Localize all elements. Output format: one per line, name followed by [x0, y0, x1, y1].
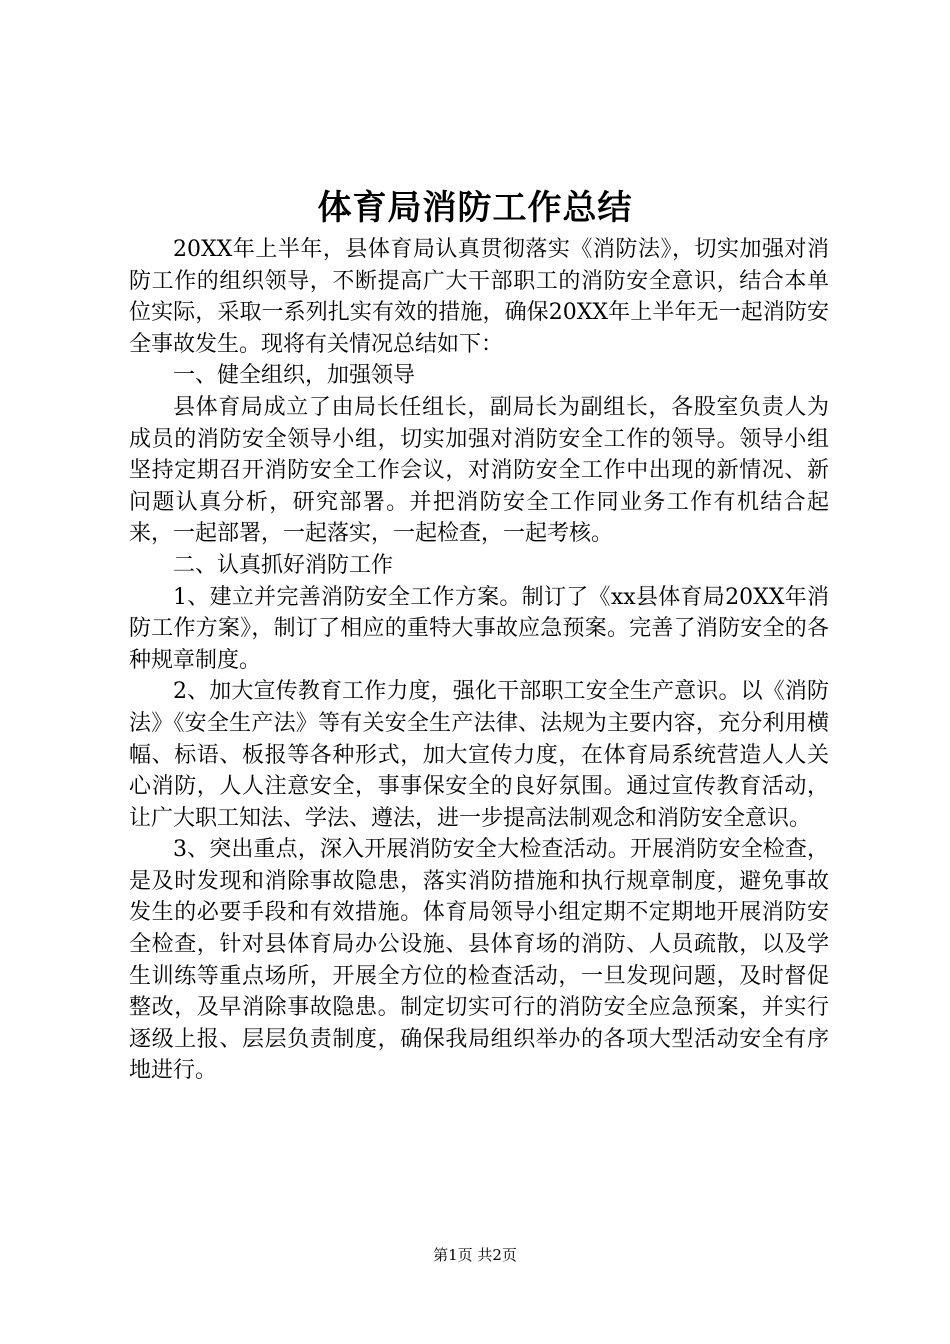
item-2-paragraph: 2、加大宣传教育工作力度，强化干部职工安全生产意识。以《消防法》《安全生产法》等有关安全生产法律、法规为主要内容，充分利用横幅、标语、板报等各种形式，加大宣传力度，在体育局系统营造人人关心消防，人人注意安全，事事保安全的良好氛围。通过宣传教育活动，让广大职工知法、学法、遵法，进一步提高法制观念和消防安全意识。 — [129, 679, 829, 831]
item-1-paragraph: 1、建立并完善消防安全工作方案。制订了《xx县体育局20XX年消防工作方案》，制订了相应的重特大事故应急预案。完善了消防安全的各种规章制度。 — [129, 584, 829, 673]
section-heading-1: 一、健全组织，加强领导 — [173, 363, 416, 389]
section-heading-2: 二、认真抓好消防工作 — [173, 552, 394, 578]
item-3-paragraph: 3、突出重点，深入开展消防安全大检查活动。开展消防安全检查，是及时发现和消除事故隐患，落实消防措施和执行规章制度，避免事故发生的必要手段和有效措施。体育局领导小组定期不定期地开展消防安全检查，针对县体育局办公设施、县体育场的消防、人员疏散，以及学生训练等重点场所，开展全方位的检查活动，一旦发现问题，及时督促整改，及早消除事故隐患。制定切实可行的消防安全应急预案，并实行逐级上报、层层负责制度，确保我局组织举办的各项大型活动安全有序地进行。 — [129, 837, 829, 1084]
document-body — [129, 234, 829, 1087]
page-number-footer: 第1页 共2页 — [433, 1246, 517, 1264]
intro-paragraph: 20XX年上半年，县体育局认真贯彻落实《消防法》，切实加强对消防工作的组织领导，不断提高广大干部职工的消防安全意识，结合本单位实际，采取一系列扎实有效的措施，确保20XX年上半年无一起消防安全事故发生。现将有关情况总结如下： — [129, 237, 829, 357]
section-1-paragraph: 县体育局成立了由局长任组长，副局长为副组长，各股室负责人为成员的消防安全领导小组，切实加强对消防安全工作的领导。领导小组坚持定期召开消防安全工作会议，对消防安全工作中出现的新情况、新问题认真分析，研究部署。并把消防安全工作同业务工作有机结合起来，一起部署，一起落实，一起检查，一起考核。 — [129, 394, 829, 547]
document-title: 体育局消防工作总结 — [317, 188, 633, 228]
